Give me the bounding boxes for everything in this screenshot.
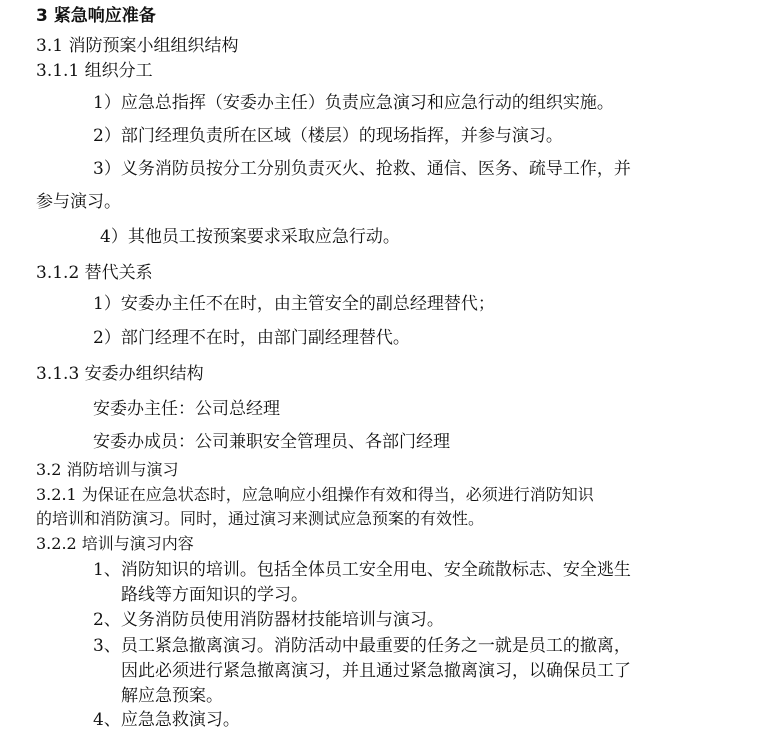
list-item-continuation: 因此必须进行紧急撤离演习，并且通过紧急撤离演习，以确保员工了 [121,661,631,681]
heading-3-1-2: 3.1.2 替代关系 [36,263,153,283]
heading-3-1: 3.1 消防预案小组组织结构 [36,36,239,56]
list-item: 2）部门经理不在时，由部门副经理替代。 [93,328,410,348]
org-line: 安委办成员：公司兼职安全管理员、各部门经理 [93,432,450,452]
org-line: 安委办主任：公司总经理 [93,399,280,419]
section-heading: 3 紧急响应准备 [36,6,156,26]
heading-3-2: 3.2 消防培训与演习 [36,460,179,479]
list-item-continuation: 解应急预案。 [121,686,223,706]
list-item: 4）其他员工按预案要求采取应急行动。 [100,227,400,247]
heading-3-1-1: 3.1.1 组织分工 [36,61,153,81]
list-item: 3）义务消防员按分工分别负责灭火、抢救、通信、医务、疏导工作，并 [93,159,631,179]
heading-3-1-3: 3.1.3 安委办组织结构 [36,364,204,384]
list-item: 2、义务消防员使用消防器材技能培训与演习。 [93,610,444,630]
list-item: 1）安委办主任不在时，由主管安全的副总经理替代； [93,294,495,314]
list-item: 2）部门经理负责所在区域（楼层）的现场指挥，并参与演习。 [93,126,563,146]
list-item: 3、员工紧急撤离演习。消防活动中最重要的任务之一就是员工的撤离， [93,636,631,656]
list-item: 4、应急急救演习。 [93,710,240,730]
list-item-continuation: 参与演习。 [36,192,121,212]
list-item-continuation: 路线等方面知识的学习。 [121,585,308,605]
heading-3-2-2: 3.2.2 培训与演习内容 [36,534,194,553]
paragraph-line: 3.2.1 为保证在应急状态时，应急响应小组操作有效和得当，必须进行消防知识 [36,485,594,504]
paragraph-line: 的培训和消防演习。同时，通过演习来测试应急预案的有效性。 [36,509,485,528]
list-item: 1）应急总指挥（安委办主任）负责应急演习和应急行动的组织实施。 [93,93,614,113]
list-item: 1、消防知识的培训。包括全体员工安全用电、安全疏散标志、安全逃生 [93,560,631,580]
